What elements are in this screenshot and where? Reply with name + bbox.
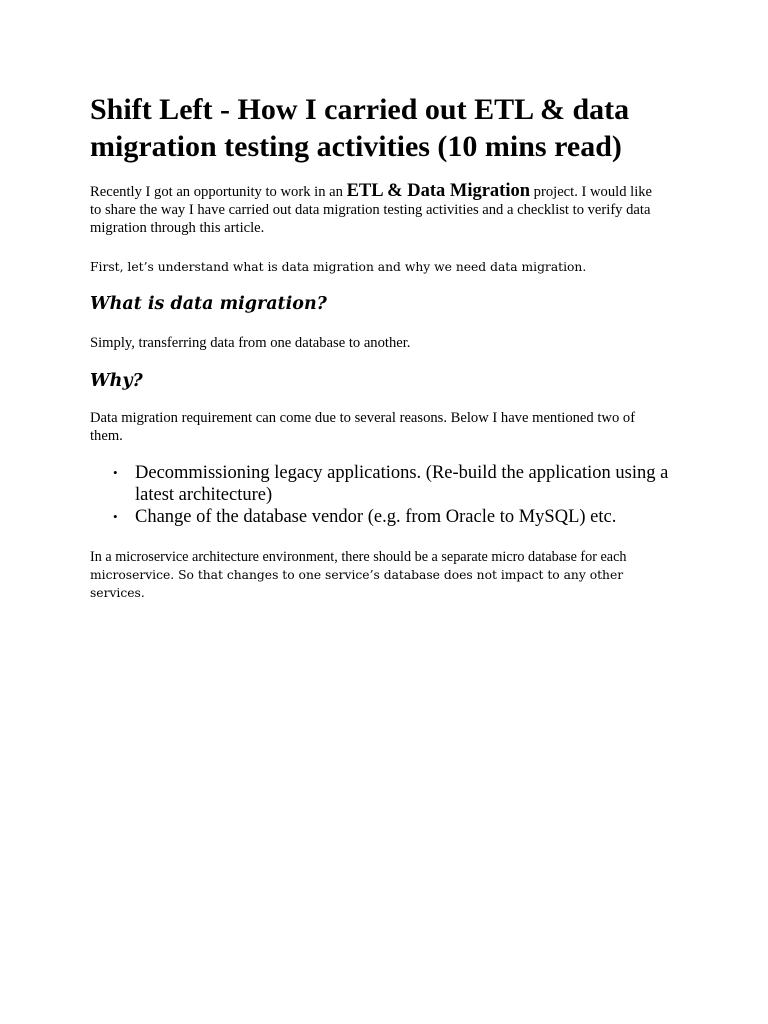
list-item [90,506,680,528]
intro-paragraph [90,182,660,237]
reasons-list [90,462,680,528]
list-item-text: Decommissioning legacy applications. (Re-build the application using a latest architecture) [135,463,669,505]
heading-why: Why? [90,371,143,391]
microservice-line-1: In a microservice architecture environment, there should be a separate micro database for each [90,549,627,565]
reasons-paragraph: Data migration requirement can come due to several reasons. Below I have mentioned two of them. [90,410,636,444]
first-paragraph: First, let’s understand what is data migration and why we need data migration. [90,260,587,274]
heading-what-is-data-migration: What is data migration? [90,294,327,314]
list-item-text: Change of the database vendor (e.g. from Oracle to MySQL) etc. [135,507,617,527]
microservice-paragraph [90,548,680,602]
intro-suffix: project. I would like to share the way I have carried out data migration testing activities and a checklist to verify data migration through this article. [90,184,653,236]
page-title: Shift Left - How I carried out ETL & data migration testing activities (10 mins read) [90,93,630,163]
bullet-icon: • [113,465,118,480]
intro-emphasis: ETL & Data Migration [346,181,531,201]
intro-prefix: Recently I got an opportunity to work in an [90,184,347,200]
definition-paragraph: Simply, transferring data from one database to another. [90,335,411,351]
bullet-icon: • [113,509,118,524]
microservice-line-2: microservice. So that changes to one service’s database does not impact to any other services. [90,568,624,600]
list-item [90,462,680,506]
